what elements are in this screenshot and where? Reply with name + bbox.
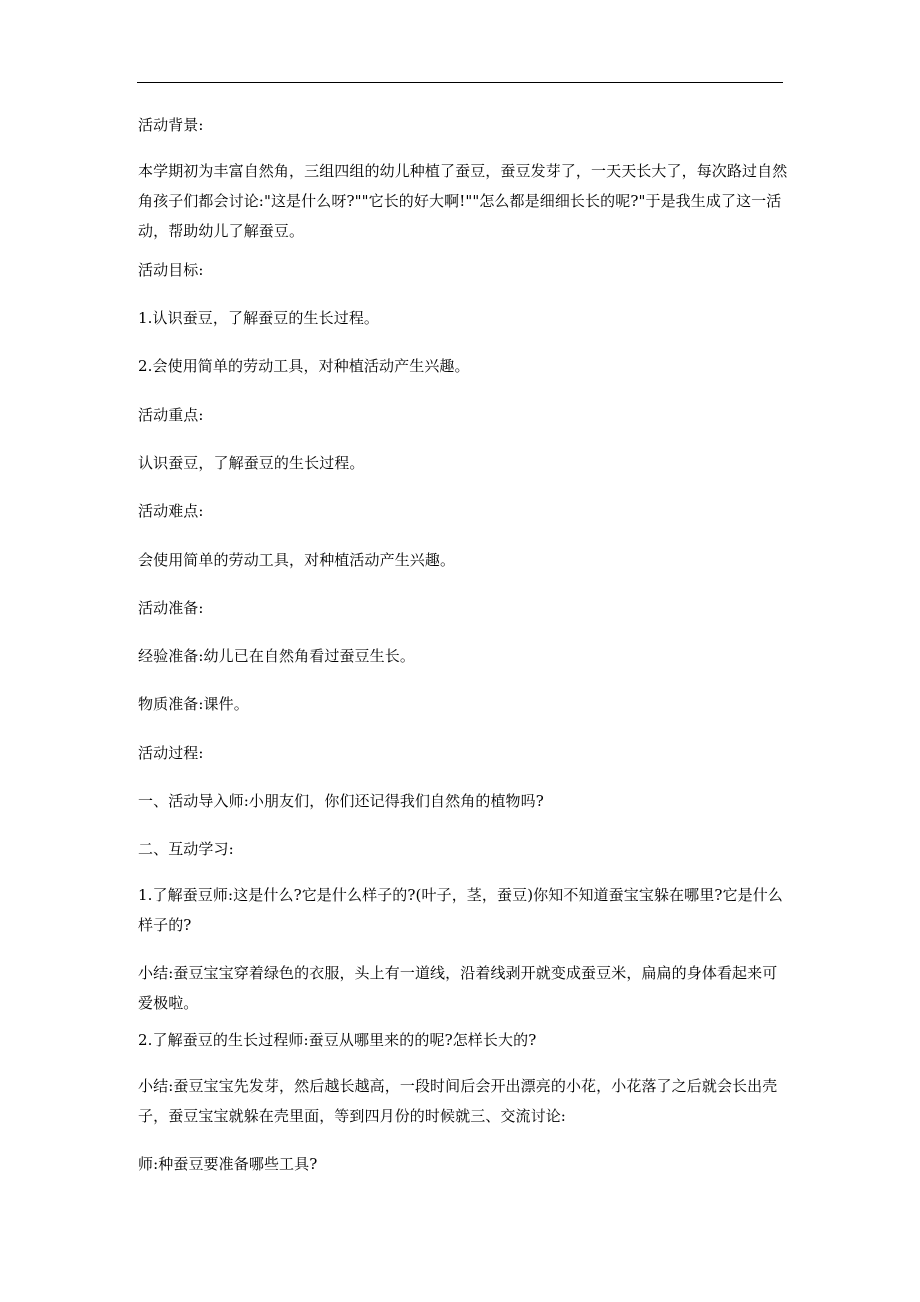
heading-key-point: 活动重点: [138, 406, 204, 424]
heading-preparation: 活动准备: [138, 599, 204, 617]
process-step-1: 一、活动导入师:小朋友们，你们还记得我们自然角的植物吗? [138, 792, 544, 810]
process-item-1: 1.了解蚕豆师:这是什么?它是什么样子的?(叶子，茎，蚕豆)你知不知道蚕宝宝躲在哪里?它是什么样子的? [138, 886, 783, 934]
summary-1: 小结:蚕豆宝宝穿着绿色的衣服，头上有一道线，沿着线剥开就变成蚕豆米，扁扁的身体看起来可爱极啦。 [138, 964, 778, 1012]
preparation-experience: 经验准备:幼儿已在自然角看过蚕豆生长。 [138, 647, 415, 665]
process-step-2: 二、互动学习: [138, 840, 234, 858]
header-rule [137, 82, 783, 83]
question-tools: 师:种蚕豆要准备哪些工具? [138, 1155, 318, 1173]
difficulty-text: 会使用简单的劳动工具，对种植活动产生兴趣。 [138, 551, 456, 569]
key-point-text: 认识蚕豆，了解蚕豆的生长过程。 [138, 454, 365, 472]
process-item-2: 2.了解蚕豆的生长过程师:蚕豆从哪里来的的呢?怎样长大的? [138, 1031, 537, 1049]
goal-item-2: 2.会使用简单的劳动工具，对种植活动产生兴趣。 [138, 357, 470, 375]
paragraph-background: 本学期初为丰富自然角，三组四组的幼儿种植了蚕豆，蚕豆发芽了，一天天长大了，每次路过自然角孩子们都会讨论:"这是什么呀?""它长的好大啊!""怎么都是细细长长的呢?"于是我生成了这一活动，帮助幼儿了解蚕豆。 [138, 162, 788, 240]
goal-item-1: 1.认识蚕豆，了解蚕豆的生长过程。 [138, 309, 380, 327]
heading-background: 活动背景: [138, 116, 204, 134]
summary-2: 小结:蚕豆宝宝先发芽，然后越长越高，一段时间后会开出漂亮的小花，小花落了之后就会长出壳子，蚕豆宝宝就躲在壳里面，等到四月份的时候就三、交流讨论: [138, 1077, 778, 1125]
heading-process: 活动过程: [138, 744, 204, 762]
preparation-materials: 物质准备:课件。 [138, 695, 249, 713]
heading-difficulty: 活动难点: [138, 502, 204, 520]
heading-goals: 活动目标: [138, 261, 204, 279]
